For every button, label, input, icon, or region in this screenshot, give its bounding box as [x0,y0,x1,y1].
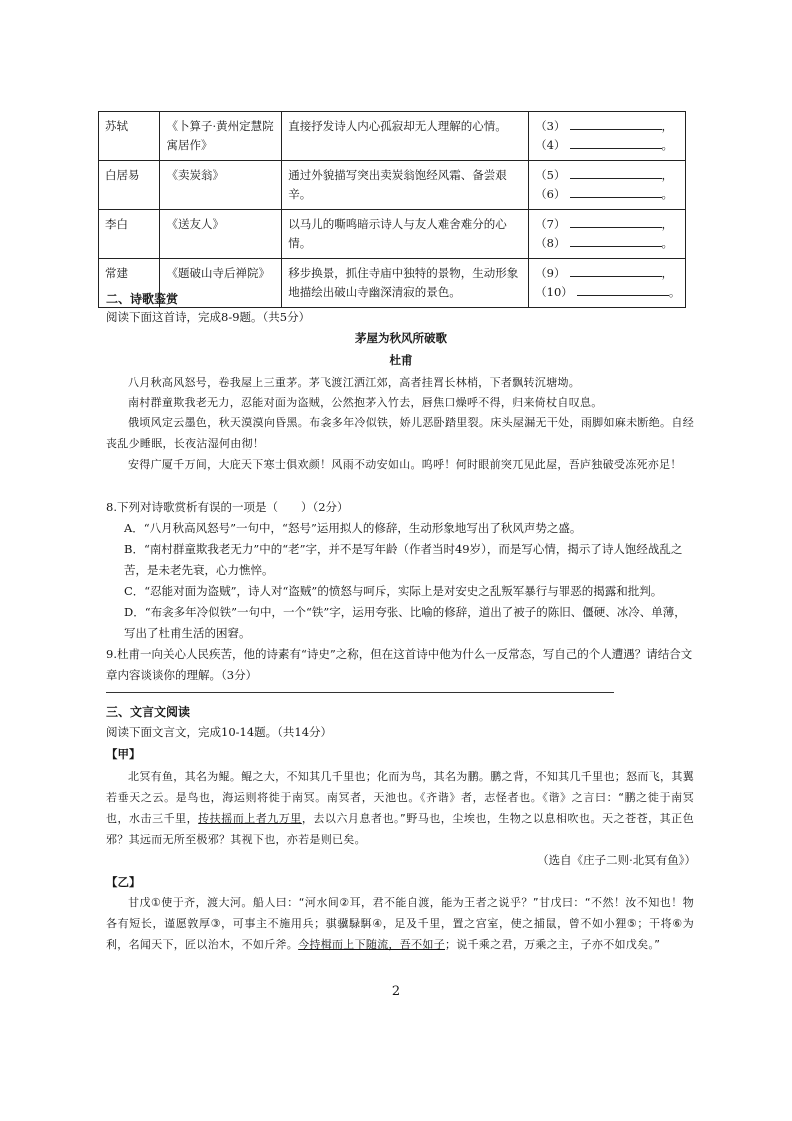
question-9: 9.杜甫一向关心人民疾苦，他的诗素有“诗史”之称，但在这首诗中他为什么一反常态，写自己的个人遭遇？请结合文章内容谈谈你的理解。（3分） [106,647,693,682]
desc-cell: 移步换景，抓住寺庙中独特的景物，生动形象地描绘出破山寺幽深清寂的景色。 [282,259,529,308]
answer-blank[interactable] [570,136,662,149]
option-d: D．“布衾多年冷似铁”一句中，一个“铁”字，运用夸张、比喻的修辞，道出了被子的陈旧、僵硬、冰冷、单薄，写出了杜甫生活的困窘。 [124,605,686,640]
answer-blank[interactable] [570,264,662,277]
poem-paragraph: 八月秋高风怒号，卷我屋上三重茅。茅飞渡江洒江郊，高者挂罥长林梢，下者飘转沉塘坳。 [128,376,580,389]
title-cell: 《题破山寺后禅院》 [160,259,282,308]
answer-blank[interactable] [570,166,662,179]
page-number: 2 [391,984,401,999]
poem-paragraph: 俄顷风定云墨色，秋天漠漠向昏黑。布衾多年冷似铁，娇儿恶卧踏里裂。床头屋漏无干处，雨脚如麻未断绝。自经丧乱少睡眠，长夜沾湿何由彻！ [106,416,694,450]
answer-cell: （3） ， （4） 。 [529,112,686,161]
title-cell: 《卜算子·黄州定慧院寓居作》 [160,112,282,161]
option-c: C．“忍能对面为盗贼”，诗人对“盗贼”的愤怒与呵斥，实际上是对安史之乱叛军暴行与罪恶的揭露和批判。 [124,584,663,598]
answer-blank[interactable] [570,185,662,198]
answer-blank[interactable] [570,215,662,228]
passage-yi: 甘戊①使于齐，渡大河。船人曰：“河水间②耳，君不能自渡，能为王者之说乎？”甘戊曰：“不然！汝不知也！物各有短长，谨愿敦厚③，可事主不施用兵；骐骥騄駬④，足及千里，置之宫室，使之捕鼠，曾不如小狸⑤；干将⑥为利，名闻天下，匠以治木，不如斤斧。今持楫而上下随流，吾不如子；说千乘之君，万乘之主，子亦不如戊矣。” [106,896,694,951]
underlined-sentence: 抟扶摇而上者九万里 [198,812,302,825]
poem-paragraph: 南村群童欺我老无力，忍能对面为盗贼，公然抱茅入竹去，唇焦口燥呼不得，归来倚杖自叹息。 [128,396,603,409]
author-cell: 常建 [99,259,160,308]
passage-jia: 北冥有鱼，其名为鲲。鲲之大，不知其几千里也；化而为鸟，其名为鹏。鹏之背，不知其几千里也；怒而飞，其翼若垂天之云。是鸟也，海运则将徙于南冥。南冥者，天池也。《齐谐》者，志怪者也。《谐》之言曰：“鹏之徙于南冥也，水击三千里，抟扶摇而上者九万里，去以六月息者也。”野马也，尘埃也，生物之以息相吹也。天之苍苍，其正色邪？其远而无所至极邪？其视下也，亦若是则已矣。 [106,770,694,846]
poem-title: 茅屋为秋风所破歌 [355,331,447,345]
poem-author: 杜甫 [389,353,413,367]
section-title-classical: 三、文言文阅读 [106,705,191,719]
author-cell: 苏轼 [99,112,160,161]
answer-cell: （7） ， （8） 。 [529,210,686,259]
classical-instruction: 阅读下面文言文，完成10-14题。（共14分） [106,725,333,739]
answer-line[interactable] [106,692,614,693]
question-8: 8.下列对诗歌赏析有误的一项是（ ）（2分） [106,500,349,514]
answer-blank[interactable] [570,117,662,130]
answer-blank[interactable] [570,234,662,247]
table-row [99,259,686,308]
passage-jia-label: 【甲】 [106,747,141,761]
passage-source: （选自《庄子二则·北冥有鱼》） [537,853,696,867]
underlined-sentence: 今持楫而上下随流，吾不如子 [298,938,446,951]
author-cell: 白居易 [99,161,160,210]
section-title-poetry: 二、诗歌鉴赏 [106,292,179,306]
desc-cell: 通过外貌描写突出卖炭翁饱经风霜、备尝艰辛。 [282,161,529,210]
poetry-fill-table [98,111,686,308]
option-a: A．“八月秋高风怒号”一句中，“怒号”运用拟人的修辞，生动形象地写出了秋风声势之盛。 [124,521,582,535]
title-cell: 《卖炭翁》 [160,161,282,210]
desc-cell: 直接抒发诗人内心孤寂却无人理解的心情。 [282,112,529,161]
poem-paragraph: 安得广厦千万间，大庇天下寒士俱欢颜！风雨不动安如山。呜呼！何时眼前突兀见此屋，吾庐独破受冻死亦足！ [128,458,682,471]
poetry-instruction: 阅读下面这首诗，完成8-9题。（共5分） [106,310,311,324]
option-b: B．“南村群童欺我老无力”中的“老”字，并不是写年龄（作者当时49岁），而是写心情，揭示了诗人饱经战乱之苦，是未老先衰，心力憔悴。 [124,542,683,577]
table-row [99,112,686,161]
author-cell: 李白 [99,210,160,259]
title-cell: 《送友人》 [160,210,282,259]
table-row [99,161,686,210]
passage-yi-label: 【乙】 [106,875,141,889]
desc-cell: 以马儿的嘶鸣暗示诗人与友人难舍难分的心情。 [282,210,529,259]
table-row [99,210,686,259]
answer-cell: （5） ， （6） 。 [529,161,686,210]
answer-cell: （9） ， （10） 。 [529,259,686,308]
answer-blank[interactable] [577,283,669,296]
